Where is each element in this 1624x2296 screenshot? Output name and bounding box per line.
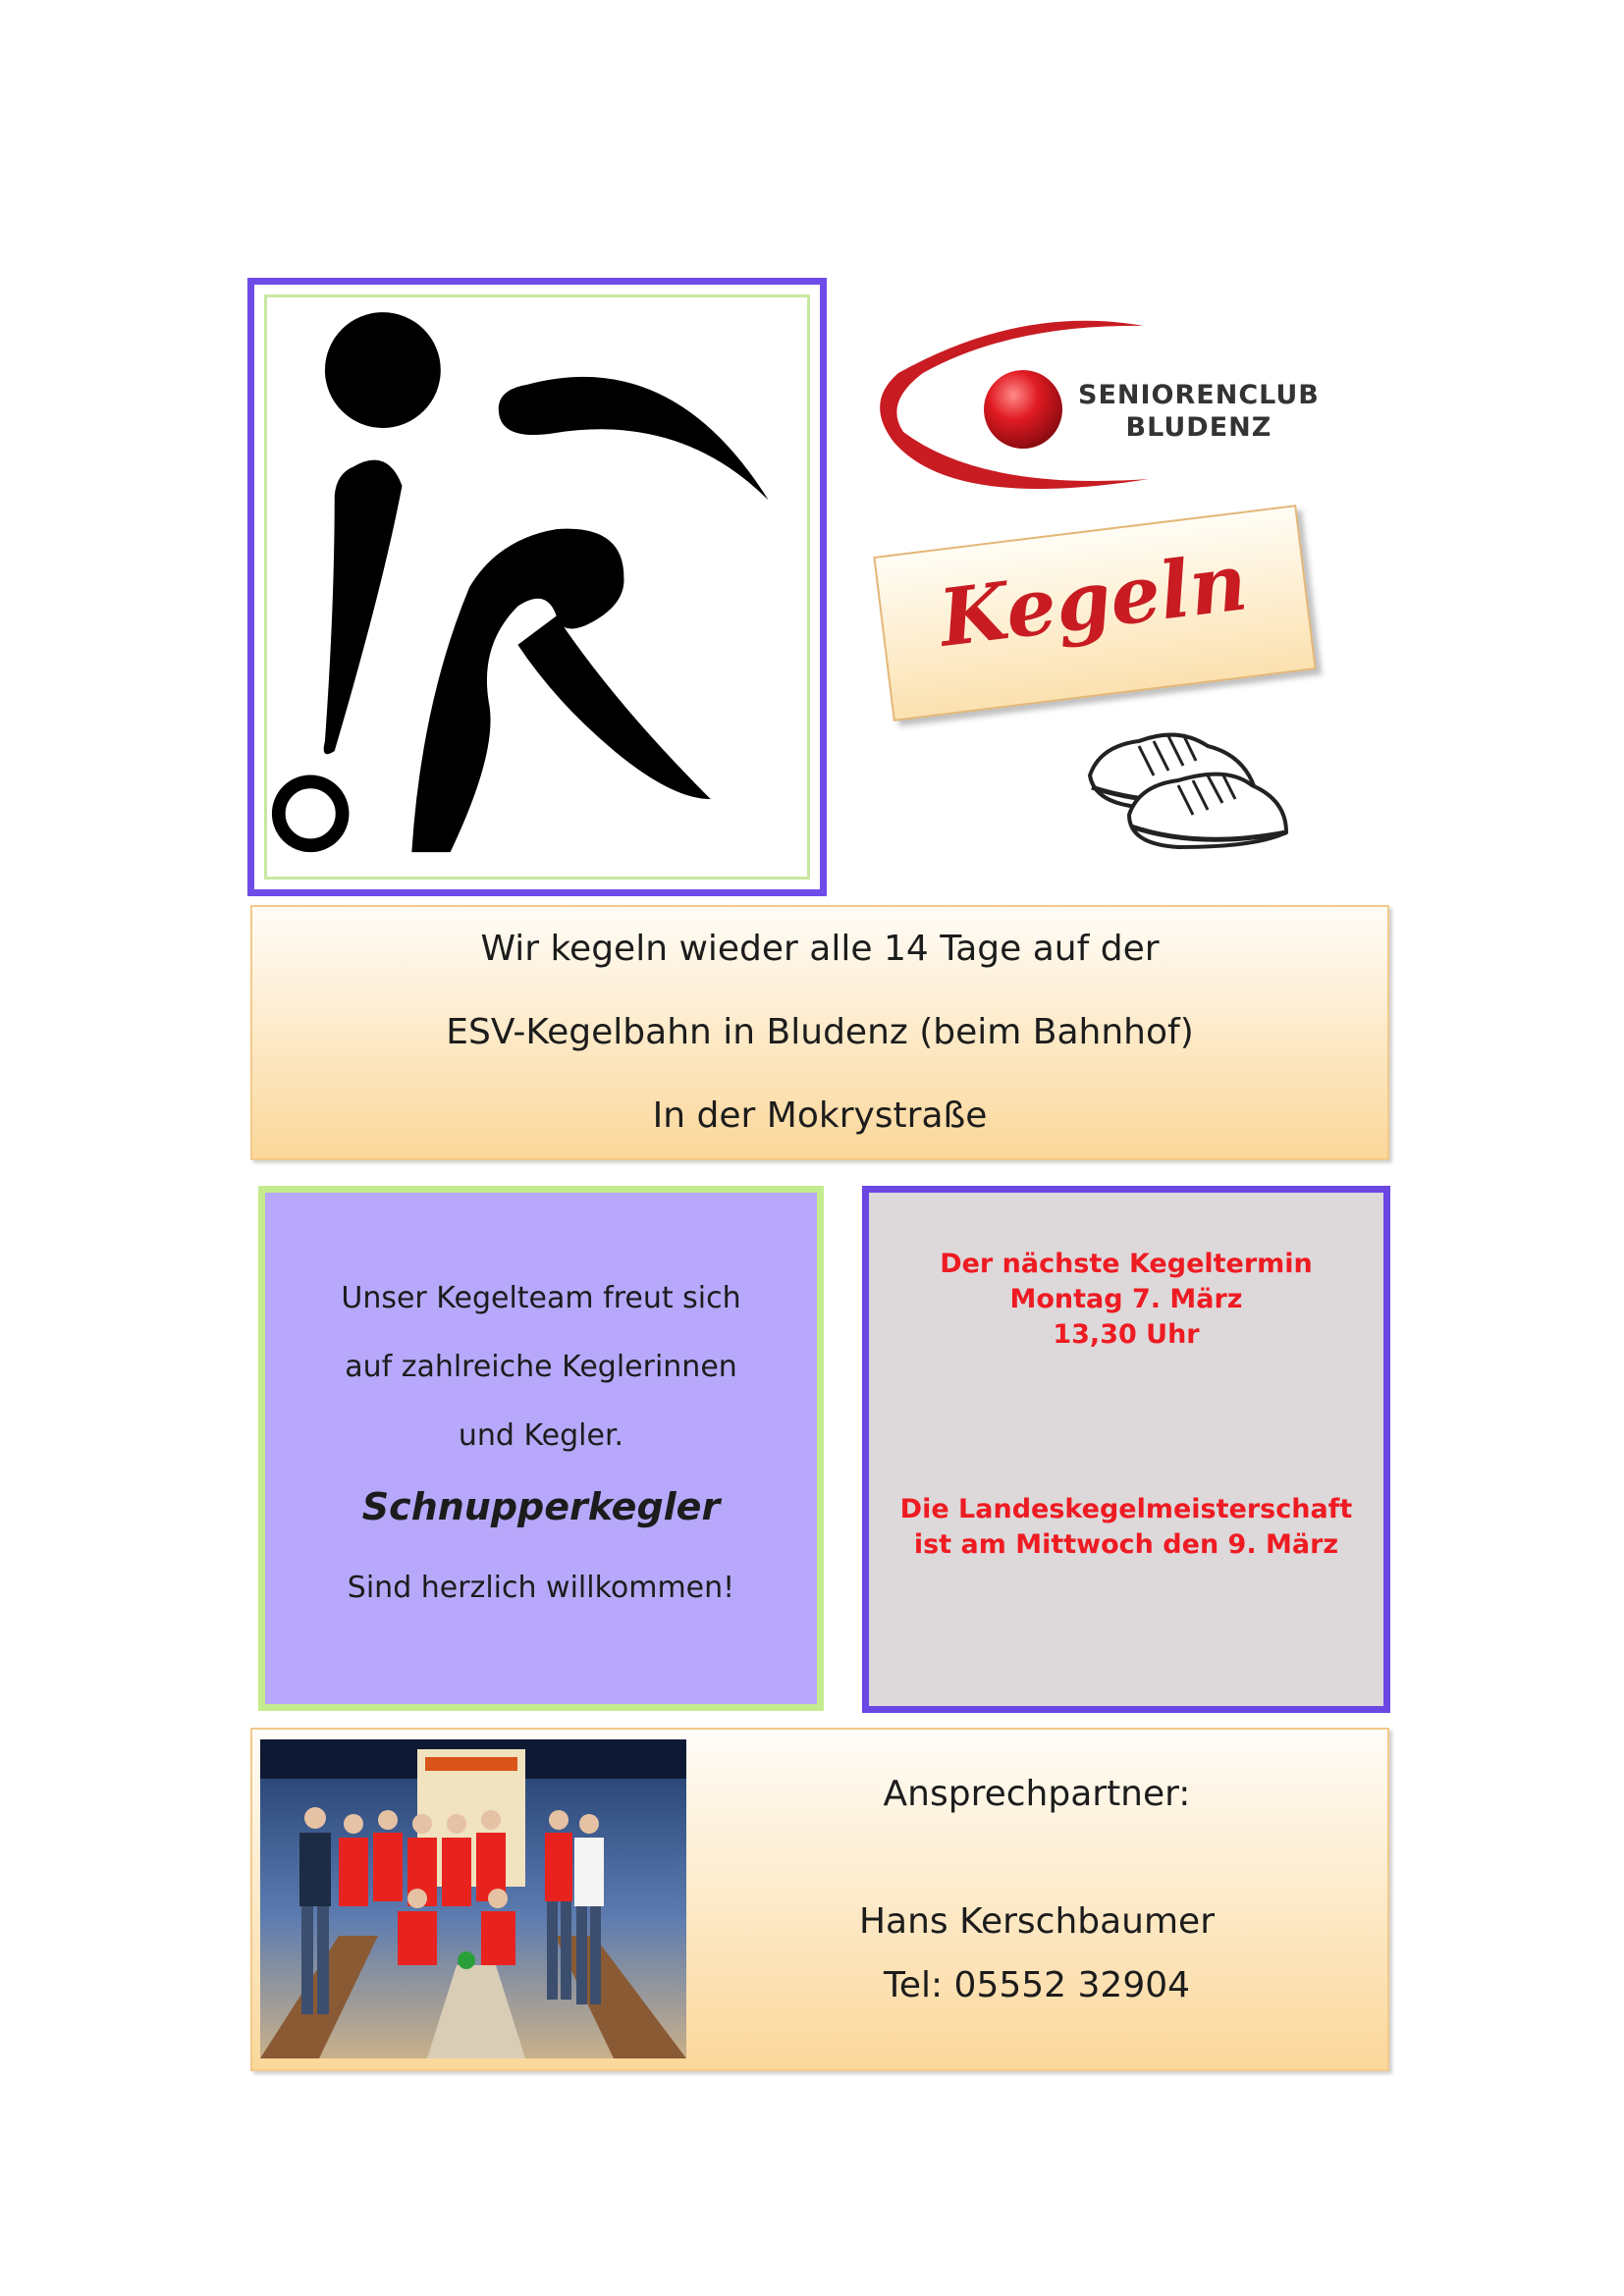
kegeln-title: Kegeln [934, 535, 1252, 665]
club-name-line1: SENIORENCLUB [1078, 380, 1320, 410]
club-name-line2: BLUDENZ [1125, 412, 1272, 443]
invitation-line-4: Sind herzlich willkommen! [347, 1571, 735, 1605]
kegeln-sign [873, 505, 1316, 721]
invitation-line-3: und Kegler. [458, 1418, 624, 1453]
dates-box [862, 1186, 1390, 1713]
invitation-line-2: auf zahlreiche Keglerinnen [345, 1350, 737, 1384]
location-line-1: Wir kegeln wieder alle 14 Tage auf der [480, 929, 1160, 969]
bowler-pictogram-icon [267, 297, 807, 877]
location-line-2: ESV-Kegelbahn in Bludenz (beim Bahnhof) [446, 1012, 1194, 1052]
contact-heading: Ansprechpartner: [883, 1774, 1191, 1814]
invitation-line-1: Unser Kegelteam freut sich [341, 1281, 741, 1315]
championship-line-1: Die Landeskegelmeisterschaft [899, 1494, 1353, 1524]
sneakers-icon [1080, 717, 1291, 859]
championship-notice [869, 1492, 1383, 1563]
contact-info [686, 1730, 1387, 2069]
location-banner [250, 905, 1389, 1160]
invitation-highlight: Schnupperkegler [361, 1485, 721, 1528]
bowler-pictogram-inner [264, 294, 810, 880]
bowler-pictogram-frame [247, 278, 827, 896]
next-appointment [869, 1247, 1383, 1353]
invitation-box [258, 1186, 824, 1711]
team-photo [260, 1739, 686, 2058]
next-appointment-date: Montag 7. März [1009, 1284, 1243, 1314]
championship-line-2: ist am Mittwoch den 9. März [913, 1529, 1339, 1560]
location-line-3: In der Mokrystraße [652, 1095, 988, 1136]
contact-banner [250, 1728, 1389, 2071]
next-appointment-time: 13,30 Uhr [1053, 1319, 1200, 1350]
club-name [1078, 379, 1320, 444]
club-logo [864, 314, 1326, 501]
contact-phone: Tel: 05552 32904 [883, 1965, 1191, 2005]
contact-name: Hans Kerschbaumer [858, 1901, 1216, 1942]
next-appointment-label: Der nächste Kegeltermin [940, 1249, 1313, 1279]
